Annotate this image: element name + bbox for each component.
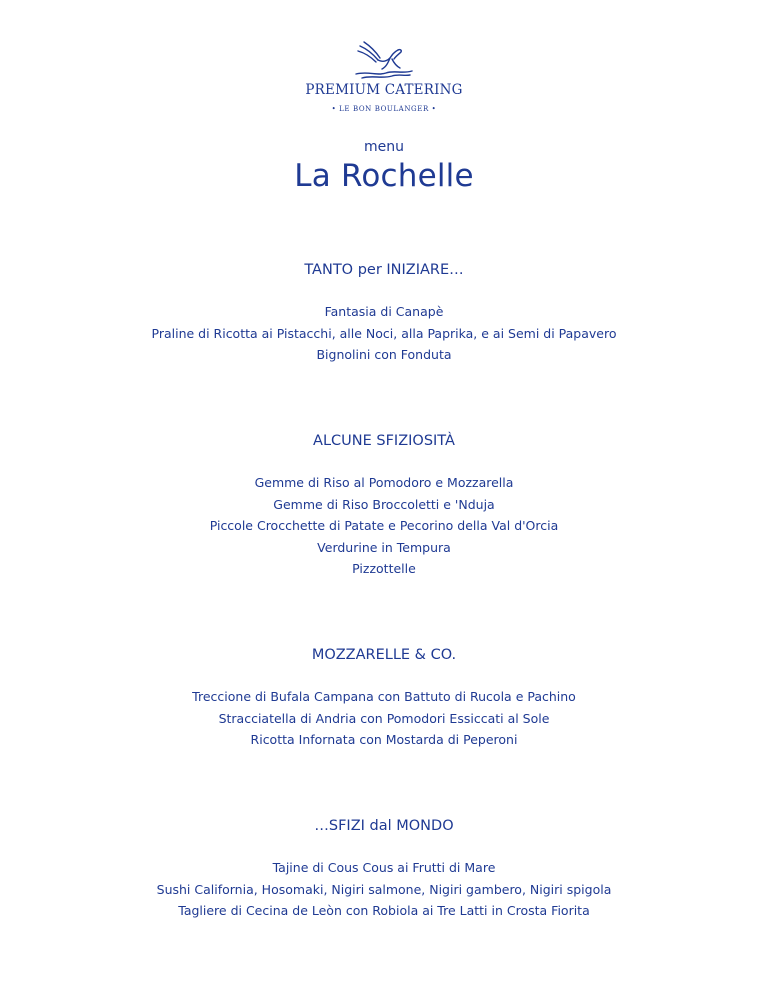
section-heading: TANTO per INIZIARE… xyxy=(304,262,464,278)
menu-item: Gemme di Riso al Pomodoro e Mozzarella xyxy=(254,475,514,490)
menu-label: menu xyxy=(364,139,404,155)
section-heading: ALCUNE SFIZIOSITÀ xyxy=(313,433,455,449)
menu-item: Bignolini con Fonduta xyxy=(316,347,452,362)
menu-item: Tajine di Cous Cous ai Frutti di Mare xyxy=(272,860,496,875)
menu-item: Tagliere di Cecina de Leòn con Robiola ai Tre Latti in Crosta Fiorita xyxy=(178,903,590,918)
menu-item: Praline di Ricotta ai Pistacchi, alle Noci, alla Paprika, e ai Semi di Papavero xyxy=(151,325,617,341)
menu-item: Sushi California, Hosomaki, Nigiri salmone, Nigiri gambero, Nigiri spigola xyxy=(156,881,612,897)
section-heading: MOZZARELLE & CO. xyxy=(311,647,457,663)
section-sfizi-dal-mondo xyxy=(0,815,768,922)
brand-subtitle: • LE BON BOULANGER • xyxy=(331,105,437,113)
menu-item: Pizzottelle xyxy=(352,561,416,576)
menu-item: Treccione di Bufala Campana con Battuto di Rucola e Pachino xyxy=(192,689,576,704)
brand-name: PREMIUM CATERING xyxy=(305,82,463,98)
section-tanto-per-iniziare xyxy=(0,259,768,366)
menu-item: Piccole Crocchette di Patate e Pecorino della Val d'Orcia xyxy=(209,518,559,533)
menu-item: Verdurine in Tempura xyxy=(317,539,451,555)
catering-logo xyxy=(284,38,484,124)
section-mozzarelle-co xyxy=(0,644,768,751)
menu-item: Fantasia di Canapè xyxy=(324,304,444,319)
pegasus-logo-icon xyxy=(352,38,416,80)
menu-item: Ricotta Infornata con Mostarda di Peperoni xyxy=(250,732,518,747)
menu-item: Stracciatella di Andria con Pomodori Essiccati al Sole xyxy=(218,710,550,726)
section-heading: …SFIZI dal MONDO xyxy=(314,818,454,834)
menu-item: Gemme di Riso Broccoletti e 'Nduja xyxy=(273,496,495,512)
menu-title: La Rochelle xyxy=(294,158,474,194)
section-alcune-sfiziosita xyxy=(0,430,768,580)
